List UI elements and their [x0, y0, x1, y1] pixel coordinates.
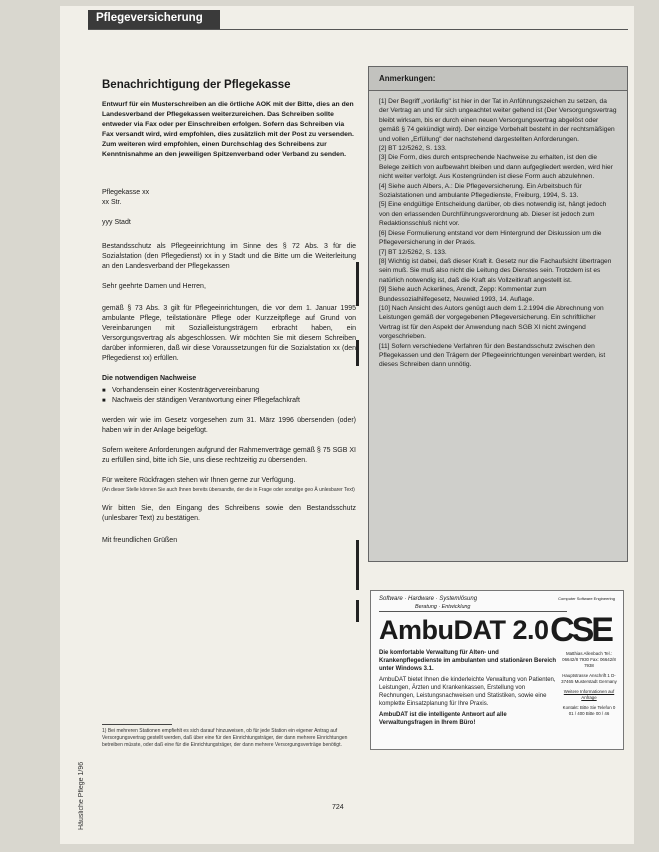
- notes-title: Anmerkungen:: [369, 67, 627, 91]
- paragraph: Sofern weitere Anforderungen aufgrund der Rahmenverträge gemäß § 75 SGB XI zu erfüllen sind, bitte ich Sie, uns diese rechtzeitig zu übersenden.: [102, 447, 356, 464]
- letter-title: Benachrichtigung der Pflegekasse: [102, 79, 291, 91]
- note-item: [11] Sofern verschiedene Verfahren für den Bestandsschutz zwischen den Pflegekassen und den Trägern der Pflegeeinrichtungen vereinbart werden, ist dieses Schreiben dann unnötig.: [379, 342, 606, 369]
- letter-column: [102, 78, 356, 553]
- note-item: [4] Siehe auch Albers, A.: Die Pflegeversicherung. Ein Arbeitsbuch für Sozialstationen und ambulante Pflegedienste, Freiburg, 1994, S. 13.: [379, 182, 582, 200]
- ad-tagline: Software · Hardware · Systemlösung: [379, 596, 478, 602]
- journal-side-label: Häusliche Pflege 1/96: [78, 761, 85, 830]
- ad-contact-line: Kontakt: Bitte Sie Telefon 0 01 / 400 Bitte 00 / 46: [562, 705, 616, 716]
- ad-contact-line: Weitere Informationen auf Anfrage: [563, 689, 615, 700]
- paragraph-note: (An dieser Stelle können Sie auch Ihnen bereits übersandte, der die in Frage oder sonstige geo Ä unlesbarer Text): [102, 487, 355, 493]
- margin-bar: [356, 540, 359, 590]
- cse-logo: CSE: [550, 611, 611, 649]
- footnote-rule: [102, 724, 172, 725]
- margin-bar: [356, 340, 359, 366]
- nachweise-list: [102, 386, 356, 406]
- paragraph: Wir bitten Sie, den Eingang des Schreibens sowie den Bestandsschutz (unlesbarer Text) zu bestätigen.: [102, 504, 356, 522]
- ad-contact-line: Matthias Allenbach Tel.: 06642/8 7930 Fax: 06642/8 7938: [562, 651, 616, 668]
- address-line: yyy Stadt: [102, 219, 131, 226]
- ad-company-name: Computer Software Engineering: [558, 596, 615, 601]
- ad-product-name: AmbuDAT 2.0: [379, 615, 549, 645]
- notes-box: [368, 66, 628, 562]
- note-item: [6] Diese Formulierung entstand vor dem Hintergrund der Diskussion um die Pflegeversicherung in der Praxis.: [379, 229, 602, 247]
- paragraph: werden wir wie im Gesetz vorgesehen zum 31. März 1996 übersenden (oder) haben wir in der Anlage beigefügt.: [102, 417, 356, 434]
- note-item: [9] Siehe auch Ackerlines, Arendt, Zepp: Kommentar zum Bundessozialhilfegesetz, Neuwied 1993, 14. Auflage.: [379, 286, 547, 303]
- ad-text: [379, 649, 559, 730]
- address-block: [102, 188, 356, 228]
- footnote: 1) Bei mehreren Stationen empfiehlt es sich darauf hinzuweisen, ob für jede Station ein eigener Antrag auf Versorgungsvertrag gestellt werden, daß über eine für den Einrichtungsträger, der dann mehrere Einrichtungen betreiben müsste, oder daß eine für die Einrichtungsträger, der dann mehrere Versorgungsverträge benötigt.: [102, 728, 348, 748]
- ad-paragraph: AmbuDAT bietet Ihnen die kinderleichte Verwaltung von Patienten, Leistungen, Ärzten und Krankenkassen, Erstellung von Rechnungen, Leistungsnachweisen und Statistiken, sowie eine komplette Einsatzplanung für Ihre Praxis.: [379, 677, 556, 707]
- note-item: [1] Der Begriff „vorläufig" ist hier in der Tat in Anführungszeichen zu setzen, da der Vertrag an und für sich ungeachtet weiter geltend ist (Der Versorgungsvertrag bleibt wirksam, bis er durch einen neuen Versorgungsvertrag abgelöst oder gemäß § 74 gekündigt wird). Der einzige Vorbehalt besteht in der rechtsmäßigen und vollen „Erfüllung" der nachstehend dargestellten Anforderungen.: [379, 98, 617, 143]
- notes-list: [369, 91, 627, 376]
- section-header: Pflegeversicherung: [88, 10, 220, 30]
- nachweise-heading: Die notwendigen Nachweise: [102, 375, 197, 382]
- note-item: [3] Die Form, dies durch entsprechende Nachweise zu erhalten, ist den die Belege zeitlich von aufbewahrt bleiben und dann aufgegliedert werden, wird hier nicht weiter verfolgt. Aus Kostengründen ist diese Form auch abzulehnen.: [379, 154, 613, 181]
- paragraph: Für weitere Rückfragen stehen wir Ihnen gerne zur Verfügung.: [102, 477, 296, 484]
- address-line: xx Str.: [102, 199, 122, 206]
- ad-paragraph: AmbuDAT ist die intelligente Antwort auf alle Verwaltungsfragen in Ihrem Büro!: [379, 712, 507, 726]
- margin-bar: [356, 262, 359, 306]
- salutation: Sehr geehrte Damen und Herren,: [102, 283, 206, 290]
- ad-tagline-2: Beratung · Entwicklung: [415, 604, 471, 610]
- note-item: [5] Eine endgültige Entscheidung darüber, ob dies notwendig ist, hängt jedoch von den erlassenden Durchführungsverordnung ab. Dieser ist jedoch zum Redaktionsschluß nicht vor.: [379, 201, 607, 228]
- note-item: [10] Nach Ansicht des Autors genügt auch dem 1.2.1994 die Abrechnung von Leistungen gemäß der vorgegebenen Pflegeversicherung. Ein schriftlicher Vertrag ist für den Aspekt der Anwendung nach SGB XI nicht zwingend vorgeschrieben.: [379, 304, 604, 341]
- letter-intro: Entwurf für ein Musterschreiben an die örtliche AOK mit der Bitte, dies an den Landesverband der Pflegekassen weiterzureichen. Das Schreiben sollte entweder via Fax oder per Einschreiben erfolgen. Sofern das Schreiben via Fax versandt wird, wird empfohlen, dies zusätzlich mit der Post zu versenden. Zum weiteren wird empfohlen, einen Durchschlag des Schreibens zur Kenntnisnahme an den jeweiligen Spitzenverband oder Verband zu senden.: [102, 101, 354, 158]
- address-line: Pflegekasse xx: [102, 189, 150, 196]
- letter-subject: Bestandsschutz als Pflegeeinrichtung im Sinne des § 72 Abs. 3 für die Sozialstation (den Pflegedienst) xx in y Stadt und die Bitte um die Weiterleitung an den Landesverband der Pflegekassen: [102, 243, 356, 270]
- ad-paragraph: Die komfortable Verwaltung für Alten- und Krankenpflegedienste im ambulanten und stationären Bereich unter Windows 3.1.: [379, 650, 557, 672]
- note-item: [2] BT 12/5262, S. 133.: [379, 145, 447, 153]
- list-item: ■ Vorhandensein einer Kostenträgervereinbarung: [112, 386, 356, 396]
- ad-rule: [379, 611, 567, 612]
- page-number: 724: [332, 804, 344, 811]
- ad-contact-line: Hauptstrasse Anschrift 1 D-37465 Musterstadt Germany: [561, 673, 617, 684]
- list-item: ■ Nachweis der ständigen Verantwortung einer Pflegefachkraft: [112, 396, 356, 406]
- closing: Mit freundlichen Grüßen: [102, 536, 178, 544]
- advertisement: [370, 590, 624, 750]
- note-item: [7] BT 12/5262, S. 133.: [379, 248, 447, 256]
- paragraph: gemäß § 73 Abs. 3 gilt für Pflegeeinrichtungen, die vor dem 1. Januar 1995 ambulante Pflege, teilstationäre Pflege oder Kurzzeitpflege auf Grund von Vereinbarungen mit Sozialleistungsträgern erbracht haben, ein Versorgungsvertrag als abgeschlossen. Wir möchten Sie mit diesem Schreiben darüber informieren, daß wir diese Voraussetzungen für die Sozialstation xx (den Pflegedienst xx) erfüllen.: [102, 305, 356, 362]
- ad-contact: [561, 651, 617, 721]
- header-rule: [88, 29, 628, 30]
- margin-bar: [356, 600, 359, 622]
- note-item: [8] Wichtig ist dabei, daß dieser Kraft it. Gesetz nur die Fachaufsicht übertragen sein muß. Sie muß also nicht die Leitung des Dienstes sein. Trotzdem ist es natürlich notwendig ist, daß die Kraft als Vollzeitkraft angestellt ist.: [379, 257, 612, 284]
